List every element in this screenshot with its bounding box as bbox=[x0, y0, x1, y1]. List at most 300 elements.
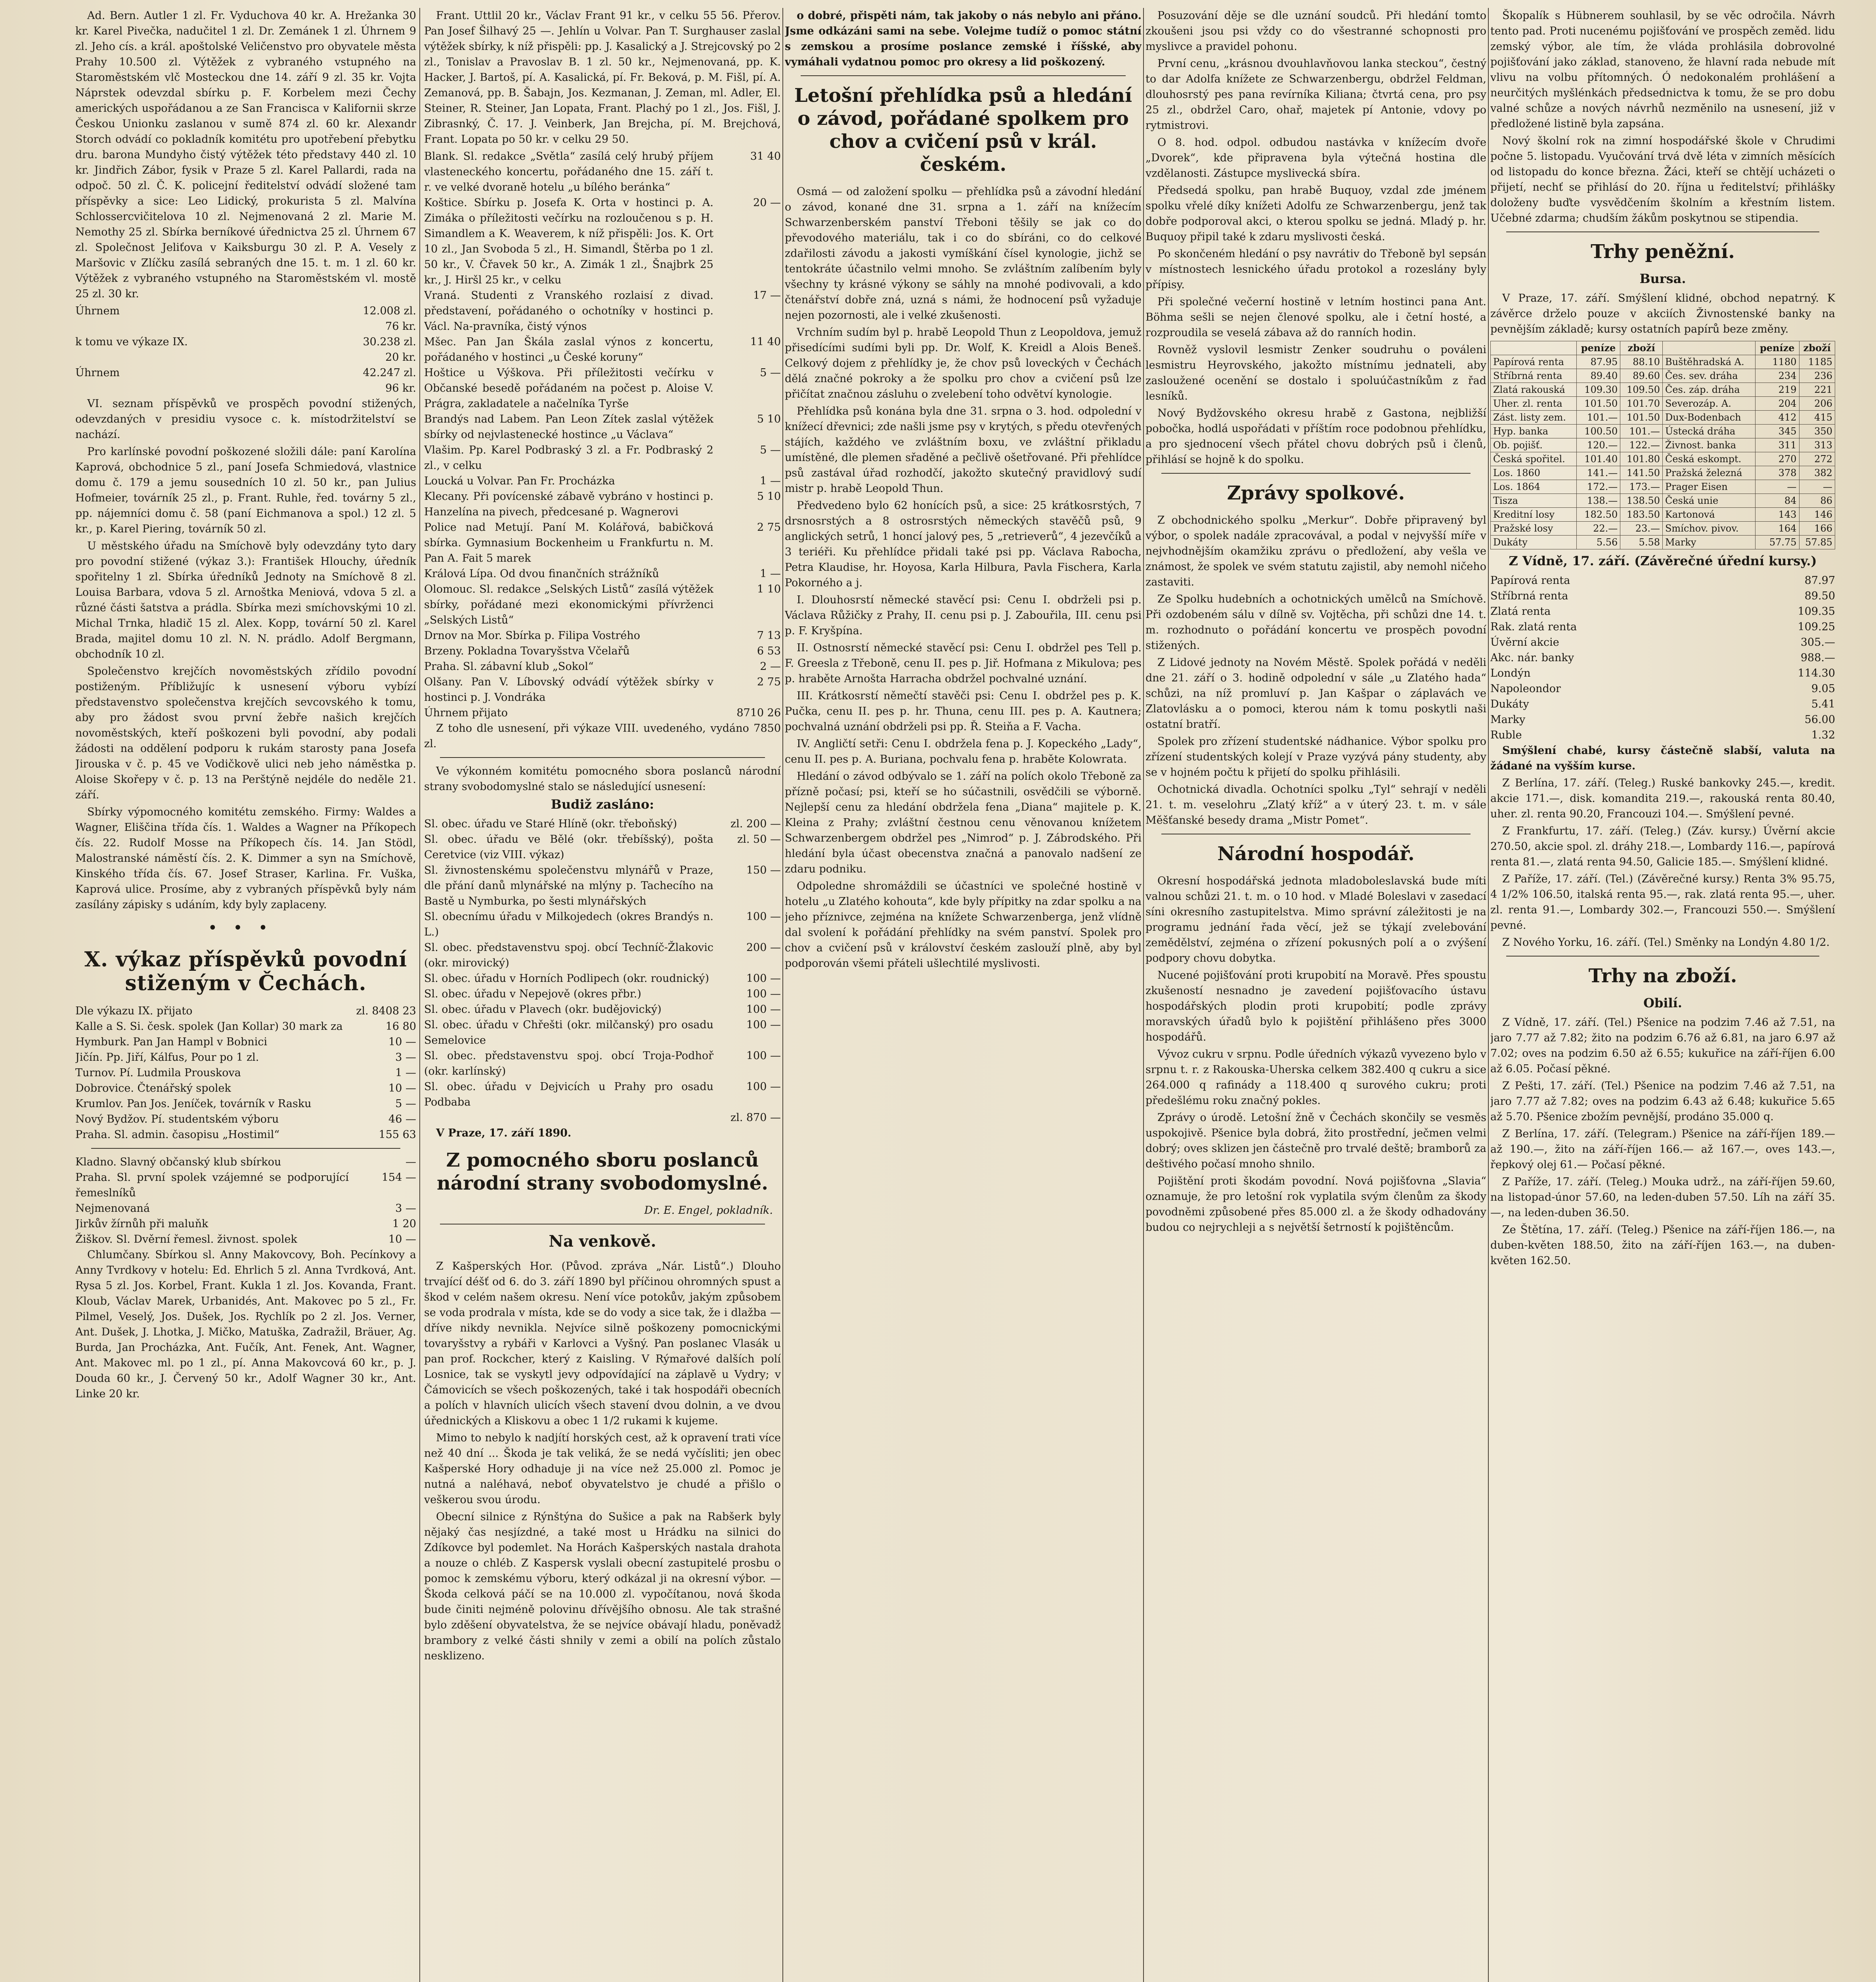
ledger-value: 31 40 bbox=[750, 150, 781, 163]
ledger-value: 5 — bbox=[760, 367, 781, 379]
ledger-row bbox=[424, 832, 781, 863]
column-4 bbox=[1145, 8, 1486, 1982]
paragraph: Zprávy o úrodě. Letošní žně v Čechách skončily se vesměs uspokojivě. Pšenice byla dobrá, žito prostřední, ječmen velmi dobrý; oves sklizen jen částečně pro trvalé deště; bramborů za deštivého počasí mnoho shnilo. bbox=[1145, 1112, 1486, 1170]
ledger-row bbox=[424, 489, 781, 520]
table-cell: Kartonová bbox=[1662, 508, 1755, 522]
table-cell: Kreditní losy bbox=[1491, 508, 1577, 522]
ledger-row bbox=[424, 520, 781, 566]
paragraph: Z Paříže, 17. září. (Tel.) (Závěrečné kursy.) Renta 3% 95.75, 4 1/2% 106.50, italská renta 95.—, rak. zlatá renta 95.—, uher. zl. renta 91.—, Lombardy 302.—, Francouzi 550.—. Smýšlení pevné. bbox=[1490, 873, 1835, 932]
column-rule bbox=[782, 8, 783, 1982]
ledger-row bbox=[75, 1112, 416, 1127]
donation-list: Chlumčany. Sbírkou sl. Anny Makovcovy, Boh. Pecínkovy a Anny Tvrdkovy v hotelu: Ed. Ehrlich 5 zl. Anna Tvrdková, Ant. Rysa 5 zl. Jos. Korbel, Frant. Kukla 1 zl. Jos. Kovanda, Frant. Kloub, Václav Marek, Urbanidés, Ant. Makovec po 5 zl., Fr. Pilmel, Veselý, Jos. Dušek, Jos. Rychlík po 2 zl. Jos. Verner, Ant. Dušek, J. Lhotka, J. Mičko, Matuška, Zadražil, Bräuer, Ag. Burda, Jan Procházka, Ant. Fučík, Ant. Fenek, Ant. Wagner, Ant. Makovec ml. po 1 zl., pí. Anna Makovcová 60 kr., p. J. Douda 60 kr., J. Červený 50 kr., Adolf Wagner 30 kr., Ant. Linke 20 kr. bbox=[75, 1249, 416, 1400]
ledger-row bbox=[75, 1096, 416, 1112]
table-cell: Zlatá rakouská bbox=[1491, 383, 1577, 397]
table-cell: 182.50 bbox=[1576, 508, 1620, 522]
ledger-row bbox=[424, 1017, 781, 1048]
table-cell: 166 bbox=[1799, 522, 1835, 536]
table-cell: 101.50 bbox=[1620, 411, 1663, 425]
paragraph: III. Krátkosrstí němečtí stavěči psi: Cenu I. obdržel pes p. K. Pučka, cenu II. pes p. hr. Thuna, cenu III. pes p. A. Kautnera; pochvalná uznání obdrželi psi pp. Ř. Steiňa a F. Vacha. bbox=[785, 690, 1142, 733]
ledger-row bbox=[424, 674, 781, 705]
paragraph: Pojištění proti škodám povodní. Nová pojišťovna „Slavia“ oznamuje, že pro letošní rok vyplatila svým členům za škody povodněmi způsobené přes 85.000 zl. a že škody odhadovány budou co nejrychleji a s největší šetrností k pojištěncům. bbox=[1145, 1175, 1486, 1234]
ledger-value: 1 — bbox=[395, 1067, 416, 1079]
ledger-value: 3 — bbox=[395, 1202, 416, 1215]
ledger-value: 9.05 bbox=[1811, 683, 1835, 695]
ledger-value: 10 — bbox=[388, 1082, 416, 1094]
ledger-value: 17 — bbox=[753, 289, 781, 302]
ledger-label: Police nad Metují. Paní M. Kolářová, babičková sbírka. Gymnasium Bockenheim u Frankfurtu n. M. Pan A. Fait 5 marek bbox=[424, 521, 713, 564]
ledger-label: Dle výkazu IX. přijato bbox=[75, 1005, 193, 1017]
article-body bbox=[785, 184, 1142, 971]
ledger-label: Olšany. Pan V. Líbovský odvádí výtěžek sbírky v hostinci p. J. Vondráka bbox=[424, 676, 713, 704]
subsection-title: Bursa. bbox=[1639, 271, 1686, 286]
ledger-label: Sl. obecnímu úřadu v Milkojedech (okres Brandýs n. L.) bbox=[424, 911, 713, 938]
payouts-total-value: zl. 870 — bbox=[730, 1112, 781, 1124]
ledger-row bbox=[75, 334, 416, 365]
ledger-value: 200 — bbox=[746, 941, 781, 954]
ledger-value: 100 — bbox=[746, 988, 781, 1000]
ledger-label: Marky bbox=[1490, 714, 1526, 726]
ledger-value: zl. 50 — bbox=[737, 833, 781, 846]
signature: Dr. E. Engel, pokladník. bbox=[644, 1204, 773, 1217]
totals-block bbox=[75, 303, 416, 396]
table-cell: 109.30 bbox=[1576, 383, 1620, 397]
ledger-label: Vlašim. Pp. Karel Podbraský 3 zl. a Fr. Podbraský 2 zl., v celku bbox=[424, 444, 713, 472]
divider bbox=[1506, 231, 1819, 232]
ledger-value: 2 — bbox=[760, 660, 781, 673]
ledger-row bbox=[1490, 635, 1835, 650]
ledger-row bbox=[1490, 619, 1835, 635]
article-title: Letošní přehlídka psů a hledání o závod, pořádané spolkem pro chov a cvičení psů v král. českém. bbox=[794, 84, 1132, 176]
school-notice: Nový školní rok na zimní hospodářské škole v Chrudimi počne 5. listopadu. Vyučování trvá dvě léta v zimních měsících od listopadu do konce března. Žáci, kteří se chtějí ucházeti o přijetí, nechť se přihlásí do 20. října u ředitelství; přihlášky doloženy buďte vysvědčením školním a křestním listem. Učebné zdarma; chudším žákům poskytnou se stipendia. bbox=[1490, 135, 1835, 224]
ledger-value: 46 — bbox=[388, 1113, 416, 1125]
ledger-row bbox=[424, 940, 781, 971]
table-cell: 138.50 bbox=[1620, 494, 1663, 508]
table-cell: Česká eskompt. bbox=[1662, 452, 1755, 466]
table-cell: 86 bbox=[1799, 494, 1835, 508]
table-cell: 5.56 bbox=[1576, 536, 1620, 549]
total-row bbox=[424, 705, 781, 721]
table-cell: 183.50 bbox=[1620, 508, 1663, 522]
table-cell: 221 bbox=[1799, 383, 1835, 397]
donation-list: Frant. Uttlil 20 kr., Václav Frant 91 kr., v celku 55 56. Přerov. Pan Josef Šilhavý 25 —. Jehlín u Volvar. Pan T. Surghauser zaslal výtěžek sbírky, k níž přispěli: pp. J. Kasalický a J. Strejcovský po 2 zl., Tonislav a Pravoslav B. 1 zl. 50 kr., Nejmenovaná, pp. K. Hacker, J. Bartoš, pí. A. Kasalická, pí. Fr. Beková, p. M. Fišl, pí. A. Zemanová, pp. B. Šabajn, Jos. Kezmanan, J. Zeman, ml. Adler, El. Steiner, R. Steiner, Jan Lopata, Frant. Plachý po 1 zl., Jos. Fišl, J. Zibrasnký, Č. 17. J. Veinberk, Jan Brejcha, pí. M. Brejchová, Frant. Lopata po 50 kr. v celku 29 50. bbox=[424, 10, 781, 145]
table-cell: Ústecká dráha bbox=[1662, 425, 1755, 438]
table-row bbox=[1491, 411, 1835, 425]
ledger-value: 42.247 zl. 96 kr. bbox=[363, 367, 416, 394]
ledger-row bbox=[424, 411, 781, 442]
ledger-label: Žiškov. Sl. Dvěrní řemesl. živnost. spolek bbox=[75, 1233, 297, 1245]
divider bbox=[91, 1148, 400, 1149]
payouts-total bbox=[424, 1110, 781, 1125]
ledger-row bbox=[424, 643, 781, 659]
ledger-label: Olomouc. Sl. redakce „Selských Listů“ zasílá výtěžek sbírky, pořádané mezi ekonomickými přívrženci „Selských Listů“ bbox=[424, 583, 713, 626]
ledger-label: Loucká u Volvar. Pan Fr. Procházka bbox=[424, 475, 615, 487]
paragraph: Okresní hospodářská jednota mladoboleslavská bude míti valnou schůzi 21. t. m. o 10 hod. v Mladé Boleslavi v zasedací síni okresního zastupitelstva. Mimo správní záležitosti je na programu jednání řada věcí, jež se týkají zvelebování zemědělství, zejména o zřízení pokusných polí a o zvýšení podpory chovu dobytka. bbox=[1145, 875, 1486, 964]
table-row bbox=[1491, 355, 1835, 369]
table-cell: 101.70 bbox=[1620, 397, 1663, 411]
ledger-row bbox=[424, 334, 781, 365]
table-cell: 378 bbox=[1755, 466, 1799, 480]
ledger-value: 1 — bbox=[760, 568, 781, 580]
paragraph: Spolek pro zřízení studentské nádhanice. Výbor spolku pro zřízení studentských kolejí v Praze vyzývá pány studenty, aby se v hojném počtu k přijetí do spolku přihlásili. bbox=[1145, 735, 1486, 779]
ledger-value: 11 40 bbox=[750, 336, 781, 348]
table-cell: Smíchov. pivov. bbox=[1662, 522, 1755, 536]
ledger-label: Brzeny. Pokladna Tovaryšstva Včelařů bbox=[424, 645, 630, 657]
table-row bbox=[1491, 397, 1835, 411]
ledger-value: zl. 200 — bbox=[730, 818, 781, 830]
table-cell: 84 bbox=[1755, 494, 1799, 508]
table-cell: Severozáp. A. bbox=[1662, 397, 1755, 411]
column-2 bbox=[424, 8, 781, 1982]
ledger-value: 5 — bbox=[395, 1098, 416, 1110]
table-cell: Pražské losy bbox=[1491, 522, 1577, 536]
table-cell: 122.— bbox=[1620, 438, 1663, 452]
table-cell: 173.— bbox=[1620, 480, 1663, 494]
table-header-cell bbox=[1491, 341, 1577, 355]
ledger-label: Sl. obec. úřadu v Chřešti (okr. milčanský) pro osadu Semelovice bbox=[424, 1019, 713, 1046]
paragraph: Z Berlína, 17. září. (Telegram.) Pšenice na září-říjen 189.— až 190.—, žito na září-říjen 166.— až 167.—, oves 143.—, řepkový olej 61.— Počasí pěkné. bbox=[1490, 1128, 1835, 1171]
table-cell: Dukáty bbox=[1491, 536, 1577, 549]
table-cell: Hyp. banka bbox=[1491, 425, 1577, 438]
ledger-label: Kalle a S. Si. česk. spolek (Jan Kollar) 30 mark za bbox=[75, 1020, 343, 1033]
ledger-row bbox=[424, 149, 781, 195]
ledger-label: Úhrnem bbox=[75, 367, 120, 379]
ledger-label: Sl. obec. úřadu ve Staré Hlíně (okr. třeboňský) bbox=[424, 818, 677, 830]
table-cell: 101.— bbox=[1620, 425, 1663, 438]
table-cell: 88.10 bbox=[1620, 355, 1663, 369]
table-cell: 313 bbox=[1799, 438, 1835, 452]
table-cell: Čes. záp. dráha bbox=[1662, 383, 1755, 397]
table-cell: 311 bbox=[1755, 438, 1799, 452]
bourse-table bbox=[1490, 341, 1835, 549]
ledger-row bbox=[424, 365, 781, 411]
ledger-value: — bbox=[405, 1156, 416, 1168]
ledger-label: Sl. obec. úřadu v Nepejově (okres přbr.) bbox=[424, 988, 641, 1000]
table-cell: 101.— bbox=[1576, 411, 1620, 425]
paragraph: Z Vídně, 17. září. (Tel.) Pšenice na podzim 7.46 až 7.51, na jaro 7.77 až 7.82; žito na podzim 6.76 až 6.81, na jaro 6.97 až 7.02; oves na podzim 6.50 až 6.55; kukuřice na září-říjen 6.00 až 6.05. Počasí pěkné. bbox=[1490, 1016, 1835, 1075]
ledger-label: Rak. zlatá renta bbox=[1490, 621, 1577, 633]
table-header-cell bbox=[1662, 341, 1755, 355]
table-cell: 345 bbox=[1755, 425, 1799, 438]
article-body bbox=[1145, 873, 1486, 1235]
ledger-row bbox=[424, 1002, 781, 1017]
paragraph: Přehlídka psů konána byla dne 31. srpna o 3. hod. odpolední v knížecí dřevnici; zde našli jsme psy v krytých, s předu otevřených stájích, každého ve zvláštním boxu, ve zvláštní přikladu umístěné, dle plemen sřaděné a pečlivě ošetřované. Při přehlídce psů zastával úřad rozhodčí, jakožto skutečný pravidlový sudí mistr p. hrabě Leopold Thun. bbox=[785, 405, 1142, 495]
table-row bbox=[1491, 508, 1835, 522]
ledger-row bbox=[1490, 696, 1835, 712]
table-cell: Tisza bbox=[1491, 494, 1577, 508]
table-cell: Zást. listy zem. bbox=[1491, 411, 1577, 425]
table-cell: 350 bbox=[1799, 425, 1835, 438]
table-header-cell: zboží bbox=[1799, 341, 1835, 355]
table-cell: 141.— bbox=[1576, 466, 1620, 480]
paragraph: Z Frankfurtu, 17. září. (Teleg.) (Záv. kursy.) Úvěrní akcie 270.50, akcie spol. zl. dráhy 218.—, Lombardy 116.—, papírová renta 81.—, zlatá renta 94.50, Galicie 185.—. Smýšlení klidné. bbox=[1490, 825, 1835, 868]
table-cell: 146 bbox=[1799, 508, 1835, 522]
ledger-row bbox=[424, 863, 781, 909]
table-cell: 236 bbox=[1799, 369, 1835, 383]
table-cell: 89.60 bbox=[1620, 369, 1663, 383]
ledger-value: 2 75 bbox=[757, 676, 781, 688]
ledger-row bbox=[424, 582, 781, 628]
section-title: Trhy peněžní. bbox=[1591, 241, 1735, 263]
paragraph: VI. seznam příspěvků ve prospěch povodní stižených, odevzdaných v presidiu vysoce c. k. místodržitelství se nachází. bbox=[75, 398, 416, 441]
note: Z toho dle usnesení, při výkaze VIII. uvedeného, vydáno 7850 zl. bbox=[424, 722, 781, 750]
paragraph: U městského úřadu na Smíchově byly odevzdány tyto dary pro povodní stižené (výkaz 3.): František Hlouchy, úředník spořitelny 1 zl. Sbírka úředníků Jednoty na Smíchově 8 zl. Louisa Barbara, vdova 5 zl. Arnoštka Meniová, vdova 5 zl. a různé části šatstva a prádla. Sbírka mezi smíchovskými 10 zl. Michal Trnka, hladič 15 zl. Alex. Kopp, tovární 50 zl. Karel Brada, majitel domu 10 zl. N. N. prádlo. Adolf Bergmann, obchodník 10 zl. bbox=[75, 540, 416, 660]
section-title: Trhy na zboží. bbox=[1588, 965, 1737, 987]
ledger-row bbox=[424, 659, 781, 674]
paragraph: Z obchodnického spolku „Merkur“. Dobře připravený byl výbor, o spolek nadále zpracovával, a podal v nejvyšší míře v nejvhodnějším okamžiku zprávu o předložení, aby vešla ve známost, že spolek ve svém statutu zajistil, aby nemohl ničeho zastaviti. bbox=[1145, 514, 1486, 588]
paragraph: I. Dlouhosrstí německé stavěcí psi: Cenu I. obdrželi psi p. Václava Růžičky z Prahy, II. cenu psi p. J. Zabouřila, III. cenu psi p. F. Kryšpína. bbox=[785, 594, 1142, 637]
ledger-label: k tomu ve výkaze IX. bbox=[75, 336, 188, 348]
paragraph: Odpoledne shromáždili se účastníci ve společné hostině v hotelu „u Zlatého kohouta“, kde byly přípitky na zdar spolku a na jeho příznivce, zejména na knížete Schwarzenberga, jenž vlídně dal svolení k pořádání přehlídky na svém panství. Spolek pro chov a cvičení psů v království českém zaslouží plně, aby byl podporován všemi přáteli ušlechtilé myslivosti. bbox=[785, 880, 1142, 970]
table-cell: Pražská železná bbox=[1662, 466, 1755, 480]
table-cell: 272 bbox=[1799, 452, 1835, 466]
table-header-cell: peníze bbox=[1576, 341, 1620, 355]
paragraph: Z Lidové jednoty na Novém Městě. Spolek pořádá v neděli dne 21. září o 3. hodině odpolední v sále „u Zlatého hada“ schůzi, na níž promluví p. Jan Kašpar o záplavách ve Zlatovlásku a o pomoci, kterou nám k tomu poskytli naši ostatní bratří. bbox=[1145, 656, 1486, 731]
ledger-value: 56.00 bbox=[1804, 714, 1835, 726]
paragraph: První cenu, „krásnou dvouhlavňovou lanka steckou“, čestný to dar Adolfa knížete ze Schwarzenbergu, obdržel Feldman, dlouhosrstý pes pana revírníka Kiliana; čtvrtá cena, pro psy 25 zl., obdržel Caro, ohař, majetek pí Antonie, vdovy po rytmistrovi. bbox=[1145, 57, 1486, 132]
ledger-value: 5 10 bbox=[757, 413, 781, 425]
ledger-row bbox=[75, 1201, 416, 1216]
ledger-value: 100 — bbox=[746, 1019, 781, 1031]
divider bbox=[440, 757, 765, 758]
section-title: Zprávy spolkové. bbox=[1227, 482, 1405, 504]
ledger-row bbox=[424, 195, 781, 288]
ledger-label: Králová Lípa. Od dvou finančních strážníků bbox=[424, 568, 659, 580]
market-reports bbox=[1490, 775, 1835, 950]
ledger-label: Hoštice u Výškova. Při příležitosti večírku v Občanské besedě pořádaném na počest p. Aloise V. Prágra, zakladatele a načelníka Tyrše bbox=[424, 367, 713, 410]
ledger-row bbox=[424, 971, 781, 986]
article-title: Z pomocného sboru poslanců národní strany svobodomyslné. bbox=[437, 1149, 768, 1194]
ledger-label: Sl. obec. představenstvu spoj. obcí Troja-Podhoř (okr. karlínský) bbox=[424, 1050, 713, 1077]
ledger-row bbox=[75, 365, 416, 396]
table-cell: 172.— bbox=[1576, 480, 1620, 494]
ledger-label: Vraná. Studenti z Vranského rozlaisí z divad. představení, pořádaného o ochotníky v hostinci p. Václ. Na-pravníka, čistý výnos bbox=[424, 289, 713, 333]
market-reports bbox=[1490, 1015, 1835, 1268]
ledger-value: 16 80 bbox=[385, 1020, 416, 1033]
table-cell: Dux-Bodenbach bbox=[1662, 411, 1755, 425]
market-summary: Smýšlení chabé, kursy částečně slabší, valuta na žádané na vyšším kurse. bbox=[1490, 744, 1835, 772]
ledger-row bbox=[1490, 650, 1835, 666]
table-cell: Los. 1864 bbox=[1491, 480, 1577, 494]
ledger-row bbox=[424, 986, 781, 1002]
ledger-row bbox=[75, 1034, 416, 1050]
ledger-label: Napoleondor bbox=[1490, 683, 1561, 695]
table-row bbox=[1491, 466, 1835, 480]
table-cell: 204 bbox=[1755, 397, 1799, 411]
ledger-label: Ruble bbox=[1490, 729, 1522, 741]
contribution-ledger bbox=[75, 1154, 416, 1247]
ledger-label: Sl. obec. úřadu ve Bělé (okr. třebíšský), pošta Ceretvice (viz VIII. výkaz) bbox=[424, 833, 713, 861]
paragraph: Hledání o závod odbývalo se 1. září na polích okolo Třeboně za přízně počasí; psi, kteří se ho súčastnili, osvědčili se výborně. Nejlepší cenu za hledání obdržela fena „Diana“ majitele p. K. Kleina z Prahy; zvláštní čestnou cenu věnovanou knížetem Schwarzenbergem obdržel pes „Nimrod“ p. J. Zábrodského. Při hledání byla účast obecenstva značná a panovalo nadšení ze zdaru podniku. bbox=[785, 770, 1142, 875]
ledger-value: 7 13 bbox=[757, 629, 781, 642]
ledger-label: Praha. Sl. admin. časopisu „Hostimil“ bbox=[75, 1129, 280, 1141]
column-5 bbox=[1490, 8, 1835, 1982]
ledger-value: 12.008 zl. 76 kr. bbox=[363, 305, 416, 333]
ledger-row bbox=[1490, 712, 1835, 727]
ledger-row bbox=[75, 1065, 416, 1081]
ledger-row bbox=[424, 566, 781, 582]
ledger-row bbox=[75, 1019, 416, 1034]
ledger-label: Jičín. Pp. Jiří, Kálfus, Pour po 1 zl. bbox=[75, 1051, 259, 1064]
paragraph: Ze Štětína, 17. září. (Teleg.) Pšenice na září-říjen 186.—, na duben-květen 188.50, žito na září-říjen 163.—, na duben-květen 162.50. bbox=[1490, 1224, 1835, 1267]
table-cell: 87.95 bbox=[1576, 355, 1620, 369]
column-rule bbox=[1143, 8, 1144, 1982]
ledger-row bbox=[75, 1154, 416, 1170]
ledger-label: Klecany. Při povícenské zábavě vybráno v hostinci p. Hanzelína na pivech, předcesané p. Wagnerovi bbox=[424, 490, 713, 518]
table-cell: 101.80 bbox=[1620, 452, 1663, 466]
ledger-label: Praha. Sl. první spolek vzájemné se podporující řemeslníků bbox=[75, 1171, 349, 1199]
ledger-value: 100 — bbox=[746, 972, 781, 985]
ledger-value: 1 20 bbox=[392, 1218, 416, 1230]
paragraph: Obecní silnice z Rýnštýna do Sušice a pak na Rabšerk byly nějaký čas nesjízdné, a také most u Hrádku na silnici do Zdíkovce byl podemlet. Na Horách Kašperských nastala drahota a nouze o chléb. Z Kaspersk vyslali obecní zastupitelé prosbu o pomoc k zemskému výboru, který odkázal ji na okresní výbor. — Škoda celková páčí se na 10.000 zl. vypočítanou, nová škoda bude činiti nejméně polovinu dřívějšího obnosu. Ale tak strašné bylo zděšení obyvatelstva, že se nejvíce obávají hladu, poněvadž brambory z velké části shnily v zemi a obilí na polích zůstalo nesklizeno. bbox=[424, 1511, 781, 1662]
ledger-row bbox=[424, 628, 781, 643]
table-cell: 382 bbox=[1799, 466, 1835, 480]
ledger-value: 114.30 bbox=[1798, 667, 1835, 679]
ledger-row bbox=[424, 442, 781, 473]
table-cell: 100.50 bbox=[1576, 425, 1620, 438]
table-cell: Papírová renta bbox=[1491, 355, 1577, 369]
ledger-label: Drnov na Mor. Sbírka p. Filipa Vostrého bbox=[424, 629, 641, 642]
section-title: Národní hospodář. bbox=[1217, 843, 1415, 865]
paragraph: Z Nového Yorku, 16. září. (Tel.) Směnky na Londýn 4.80 1/2. bbox=[1502, 936, 1830, 949]
payouts-intro: Ve výkonném komitétu pomocného sbora poslanců národní strany svobodomyslné stalo se následující usnesení: bbox=[424, 765, 781, 793]
total-value: 8710 26 bbox=[736, 707, 781, 719]
table-cell: Uher. zl. renta bbox=[1491, 397, 1577, 411]
table-cell: Los. 1860 bbox=[1491, 466, 1577, 480]
ledger-value: 305.— bbox=[1800, 636, 1835, 649]
table-row bbox=[1491, 438, 1835, 452]
ledger-value: 20 — bbox=[753, 197, 781, 209]
paragraph: IV. Angličtí setři: Cenu I. obdržela fena p. J. Kopeckého „Lady“, cenu II. pes p. A. Buriana, pochvalu fena p. hraběte Kolowrata. bbox=[785, 738, 1142, 765]
donation-list: Ad. Bern. Autler 1 zl. Fr. Vyduchova 40 kr. A. Hrežanka 30 kr. Karel Pivečka, nadučitel 1 zl. Dr. Zemánek 1 zl. Úhrnem 9 zl. Jeho cís. a král. apoštolské Veličenstvo pro obyvatele města Prahy 10.500 zl. Výtěžek z vybraného vstupného na Staroměstském vlč Mosteckou dne 14. září 9 zl. 35 kr. Vojta Náprstek odevzdal sbírku p. F. Korbelem mezi Čechy amerických uspořádanou a ze San Francisca v Kalifornii skrze Českou Unionku zaslanou v sumě 874 zl. 60 kr. Alexandr Storch odvádí co pokladník komitétu pro upotřebení přebytku dru. barona Mundyho čistý výtěžek této představy 440 zl. 10 kr. Jindřich Zábor, fysik v Praze 5 zl. Karel Pallardi, rada na odpoč. 50 zl. Č. K. policejní ředitelství odvádí složené tam příspěvky a sice: Leo Lidický, prokurista 5 zl. Malvína Schlossercvičitelova 10 zl. Nejmenovaná 2 zl. Marie M. Nemothy 25 zl. Sbírka berníkové úřednictva 25 zl. Úhrnem 67 zl. Společnost Jeliťova v Kaiksburgu 30 zl. P. A. Vesely z Maršovic v Zlíčku zasílá sebraných dne 15. t. m. 1 zl. 60 kr. Výtěžek z vybraného vstupného na Staroměstském vl. mostě 25 zl. 30 kr. bbox=[75, 10, 416, 300]
table-cell: 1185 bbox=[1799, 355, 1835, 369]
ledger-label: Nejmenovaná bbox=[75, 1202, 150, 1215]
ledger-label: Blank. Sl. redakce „Světla“ zasílá celý hrubý příjem vlasteneckého koncertu, pořádaného dne 15. září t. r. ve velké dvoraně hotelu „u bílého beránka“ bbox=[424, 150, 713, 193]
table-cell: 164 bbox=[1755, 522, 1799, 536]
ledger-value: 150 — bbox=[746, 864, 781, 876]
table-cell: 120.— bbox=[1576, 438, 1620, 452]
table-cell: 89.40 bbox=[1576, 369, 1620, 383]
dateline: V Praze, 17. září 1890. bbox=[436, 1127, 572, 1139]
ledger-row bbox=[424, 288, 781, 334]
table-row bbox=[1491, 425, 1835, 438]
paragraph: Předsedá spolku, pan hrabě Buquoy, vzdal zde jménem spolku vřelé díky knížeti Adolfu ze Schwarzenbergu, jenž tak dobře podporoval akci, o kterou spolku se jedná. Mladý p. hr. Buquoy připil také k zdaru myslivosti česká. bbox=[1145, 184, 1486, 243]
ledger-value: 5.41 bbox=[1811, 698, 1835, 710]
table-header-cell: zboží bbox=[1620, 341, 1663, 355]
subsection-title: Obilí. bbox=[1643, 995, 1682, 1010]
paragraph: Nucené pojišťování proti krupobití na Moravě. Přes spoustu zkušeností nesnadno je zavedení pojišťovacího ústavu hospodářských plodin proti krupobití; podle zprávy moravských úřadů bylo k pojištění přihlášeno přes 3000 hospodářů. bbox=[1145, 969, 1486, 1043]
table-cell: 5.58 bbox=[1620, 536, 1663, 549]
ledger-value: 5 10 bbox=[757, 490, 781, 503]
payouts-ledger bbox=[424, 816, 781, 1110]
ledger-value: 1 10 bbox=[757, 583, 781, 595]
ledger-row bbox=[424, 1079, 781, 1110]
paragraph: Z Paříže, 17. září. (Teleg.) Mouka udrž., na září-říjen 59.60, na listopad-únor 57.60, na leden-duben 57.50. Líh na září 35.—, na leden-duben 36.50. bbox=[1490, 1176, 1835, 1219]
paragraph: Z Kašperských Hor. (Původ. zpráva „Nár. Listů“.) Dlouho trvající déšť od 6. do 3. září 1890 byl příčinou ohromných spust a škod v celém našem okresu. Není více potokův, jakým způsobem se voda prodrala v místa, kde se do vody a sice tak, že i dlažba — dříve nikdy nevnikla. Nejvíce silně poškozeny pomocnickými tovaryšstvy a rybáři v Karlovci a Vyšný. Pan poslanec Vlasák u pan prof. Rockcher, který z Kaisling. V Rýmařové dalších polí Losnice, tak se vyskytl jevy odpovídající na záplavě u Vydry; v Čámovicích se všech poškozených, také i tak hospodáři obecních a polích v hlavních ulicích všech stavení dvou dolnin, a ve dvou úřednických a Kliskovu a obec 1 1/2 rukami k kujeme. bbox=[424, 1260, 781, 1427]
ledger-row bbox=[1490, 681, 1835, 696]
ledger-label: Stříbrná renta bbox=[1490, 590, 1568, 602]
ledger-value: 10 — bbox=[388, 1036, 416, 1048]
column-rule bbox=[419, 8, 420, 1982]
ledger-value: 87.97 bbox=[1804, 574, 1835, 587]
ledger-label: Koštice. Sbírku p. Josefa K. Orta v hostinci p. A. Zimáka o příležitosti večírku na rozloučenou s p. H. Simandlem a K. Weaverem, k níž přispěli: Jos. K. Ort 10 zl., Jan Svoboda 5 zl., H. Simandl, Štěrba po 1 zl. 50 kr., V. Čřavek 50 kr., A. Zimák 1 zl., Šnajbrk 25 kr., J. Hiršl 25 kr., v celku bbox=[424, 197, 713, 286]
ledger-label: Dobrovice. Čtenářský spolek bbox=[75, 1082, 231, 1094]
paragraph-group bbox=[75, 396, 416, 803]
ledger-row bbox=[424, 909, 781, 940]
column-rule bbox=[1488, 8, 1489, 1982]
ledger-value: 1.32 bbox=[1811, 729, 1835, 741]
paragraph: Mimo to nebylo k nadjítí horských cest, až k opravení trati více než 40 dní ... Škoda je tak veliká, že se nedá vyčísliti; jen obec Kašperské Hory odhaduje ji na více než 25.000 zl. Pomoc je nutná a naléhavá, neboť obyvatelstvo je chudé a přišlo o veškerou svou úrodu. bbox=[424, 1432, 781, 1506]
table-row bbox=[1491, 480, 1835, 494]
paragraph: Nový Bydžovského okresu hrabě z Gastona, nejbližší pobočka, hodlá uspořádati v příštím roce podobnou přehlídku, a pro sjednocení všech přátel chovu dobrých psů i členů, přihlásí se hojně k do spolku. bbox=[1145, 407, 1486, 466]
ledger-label: Turnov. Pí. Ludmila Prouskova bbox=[75, 1067, 241, 1079]
table-cell: 412 bbox=[1755, 411, 1799, 425]
ledger-row bbox=[75, 303, 416, 334]
article-body bbox=[424, 1259, 781, 1664]
ledger-label: Kladno. Slavný občanský klub sbírkou bbox=[75, 1156, 281, 1168]
ledger-row bbox=[424, 473, 781, 489]
ledger-label: Dukáty bbox=[1490, 698, 1529, 710]
table-row bbox=[1491, 522, 1835, 536]
ledger-label: Akc. nár. banky bbox=[1490, 652, 1574, 664]
ledger-value: 6 53 bbox=[757, 645, 781, 657]
ledger-row bbox=[75, 1050, 416, 1065]
paragraph: Vývoz cukru v srpnu. Podle úředních výkazů vyvezeno bylo v srpnu t. r. z Rakouska-Uherska celkem 382.400 q cukru a sice 264.000 q rafinády a 118.400 q surového cukru; proti předešlému roku značný pokles. bbox=[1145, 1048, 1486, 1107]
table-cell: Prager Eisen bbox=[1662, 480, 1755, 494]
divider bbox=[1161, 473, 1471, 474]
ledger-value: 10 — bbox=[388, 1233, 416, 1245]
ledger-value: 100 — bbox=[746, 1003, 781, 1016]
table-cell: 206 bbox=[1799, 397, 1835, 411]
table-cell: Česká spořitel. bbox=[1491, 452, 1577, 466]
contribution-ledger bbox=[424, 149, 781, 705]
ledger-value: 100 — bbox=[746, 911, 781, 923]
ledger-row bbox=[75, 1127, 416, 1142]
ledger-label: Krumlov. Pan Jos. Jeníček, továrník v Rasku bbox=[75, 1098, 312, 1110]
divider bbox=[801, 75, 1126, 76]
ledger-row bbox=[1490, 727, 1835, 743]
paragraph: Po skončeném hledání o psy navrátiv do Třeboně byl sepsán v místnostech lesnického úřadu protokol a rozeslány byly přípisy. bbox=[1145, 248, 1486, 291]
total-label: Úhrnem přijato bbox=[424, 707, 508, 719]
ledger-value: 155 63 bbox=[379, 1129, 416, 1141]
contribution-ledger bbox=[75, 1003, 416, 1142]
paragraph: Předvedeno bylo 62 honících psů, a sice: 25 krátkosrstých, 7 drsnosrstých a 8 ostrosrstých německých stavěčů psů, 9 anglických setrů, 1 honcí jalový pes, 5 „retrieverů“, 4 jezevčíků a 3 teriéři. Ku přehlídce přidali také psi pp. Václava Rabocha, Petra Klaudise, hr. Hoyosa, Karla Hilbura, Pavla Fischera, Karla Pokorného a j. bbox=[785, 499, 1142, 589]
ledger-label: Praha. Sl. zábavní klub „Sokol“ bbox=[424, 660, 594, 673]
table-cell: Česká unie bbox=[1662, 494, 1755, 508]
ledger-label: Sl. obec. úřadu v Dejvicích u Prahy pro osadu Podbaba bbox=[424, 1081, 713, 1108]
table-cell: 57.85 bbox=[1799, 536, 1835, 549]
divider bbox=[1506, 956, 1819, 957]
paragraph: O 8. hod. odpol. odbudou nastávka v knížecím dvoře „Dvorek“, kde připravena byla výtečná hostina dle vzdělanosti. Zástupce myslivecká sbíra. bbox=[1145, 136, 1486, 180]
table-header-cell: peníze bbox=[1755, 341, 1799, 355]
table-cell: 57.75 bbox=[1755, 536, 1799, 549]
ledger-label: Sl. obec. úřadu v Horních Podlipech (okr. roudnický) bbox=[424, 972, 709, 985]
ledger-value: 5 — bbox=[760, 444, 781, 456]
table-cell: Živnost. banka bbox=[1662, 438, 1755, 452]
ledger-row bbox=[1490, 666, 1835, 681]
ledger-label: Papírová renta bbox=[1490, 574, 1570, 587]
ledger-value: 109.25 bbox=[1798, 621, 1835, 633]
paragraph: Společenstvo krejčích novoměstských zřídilo povodní postiženým. Příbližujíc k usnesení výboru vybízí představenstvo společenstva krejčích sevcovského k tomu, aby pro žádost svou první žebře našich krejčích novoměstských, kteří poškozeni byli povodní, aby podali žádosti na oddělení podporu k rukám starosty pana Josefa Jirouska v č. p. 45 ve Vodičkově ulici neb jeho náměstka p. Aloise Skořepy v č. p. 13 na Perštýně nejdéle do neděle 21. září. bbox=[75, 665, 416, 801]
ledger-label: Úvěrní akcie bbox=[1490, 636, 1559, 649]
ledger-label: Úhrnem bbox=[75, 305, 120, 317]
paragraph: Rovněž vyslovil lesmistr Zenker soudruhu o pováleni lesmistru Heyrovského, jakožto místnímu jednateli, aby zasloužené ocenění se dostalo i spoluúčastníkům z řad lesníků. bbox=[1145, 344, 1486, 402]
table-cell: 270 bbox=[1755, 452, 1799, 466]
table-cell: 234 bbox=[1755, 369, 1799, 383]
article-body bbox=[1145, 513, 1486, 828]
table-row bbox=[1491, 536, 1835, 549]
column-3 bbox=[785, 8, 1142, 1982]
ledger-row bbox=[424, 1048, 781, 1079]
